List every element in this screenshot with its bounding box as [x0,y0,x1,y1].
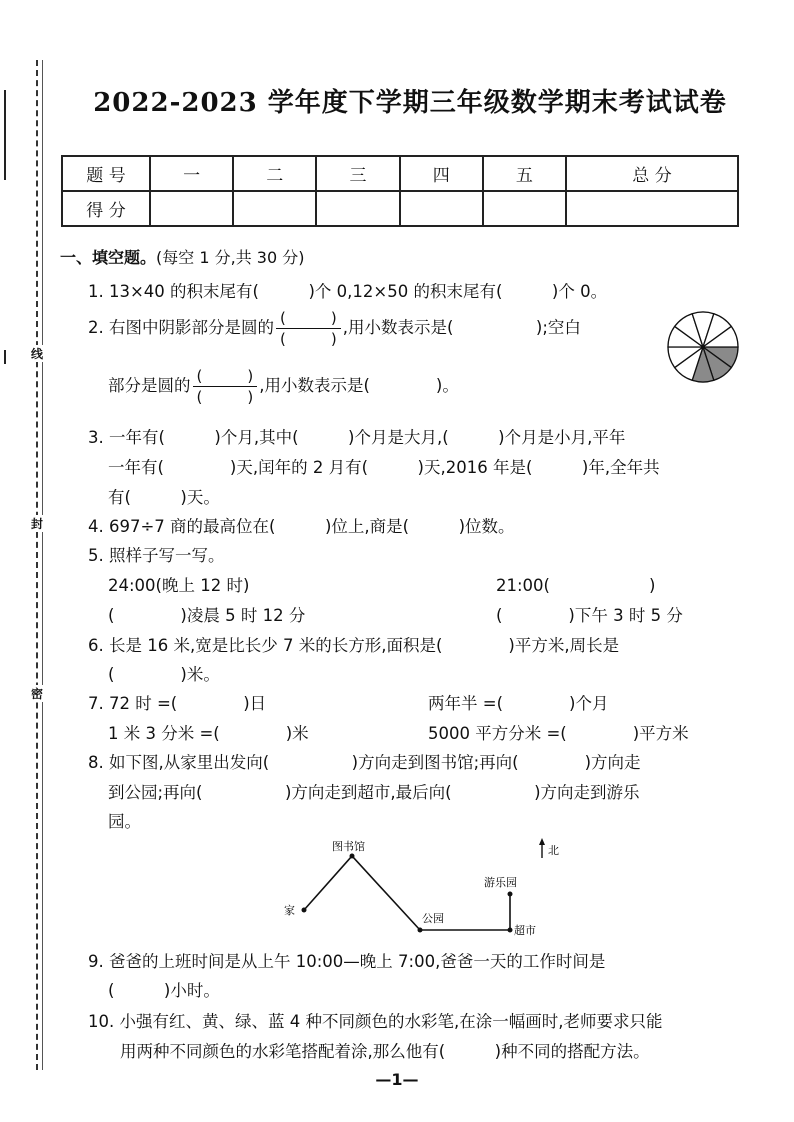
score-table-cell: 五 [483,156,566,191]
library-point [350,854,355,859]
q2-text-a: 2. 右图中阴影部分是圆的 [88,318,274,337]
question-8-line-3: 园。 [108,812,141,831]
question-7-item-a: 7. 72 时 =( )日 [88,694,267,713]
question-9-line-1: 9. 爸爸的上班时间是从上午 10:00—晚上 7:00,爸爸一天的工作时间是 [88,952,606,971]
label-library: 图书馆 [332,840,365,853]
binding-line [36,60,38,1070]
score-table-cell: 总 分 [566,156,738,191]
label-park: 公园 [422,912,444,925]
q2-text-b: ,用小数表示是( );空白 [342,318,581,337]
q2-text-c: 部分是圆的 [108,376,191,395]
score-table-cell: 一 [150,156,233,191]
page-number: —1— [375,1070,419,1089]
question-6-line-2: ( )米。 [108,665,220,684]
fraction-numerator: ( ) [276,308,341,329]
question-5-example: 24:00(晚上 12 时) [108,576,250,595]
fraction-denominator: ( ) [196,388,254,406]
binding-label-feng: 封 [30,517,43,531]
question-2-line-1 [88,308,581,349]
score-table-score-row [62,191,738,226]
score-blank[interactable] [400,191,483,226]
pie-figure [664,308,742,386]
question-7-item-c: 1 米 3 分米 =( )米 [108,724,309,743]
north-arrow-head-icon [539,838,545,845]
score-table-cell: 二 [233,156,316,191]
question-5-item-b: 21:00( ) [496,576,656,595]
home-point [302,908,307,913]
question-7-item-d: 5000 平方分米 =( )平方米 [428,724,689,743]
section-note: (每空 1 分,共 30 分) [156,248,305,267]
park-point [418,928,423,933]
score-blank[interactable] [150,191,233,226]
label-market: 超市 [514,924,536,937]
score-table-cell: 题 号 [62,156,150,191]
score-blank[interactable] [566,191,738,226]
binding-label-mi: 密 [30,687,43,701]
question-7-item-b: 两年半 =( )个月 [428,694,609,713]
score-table-cell: 得 分 [62,191,150,226]
section-title: 一、填空题。 [60,248,157,267]
fraction [276,308,341,349]
label-amusement: 游乐园 [484,876,517,889]
question-3-line-1: 3. 一年有( )个月,其中( )个月是大月,( )个月是小月,平年 [88,428,626,447]
q2-text-d: ,用小数表示是( )。 [259,376,459,395]
question-9-line-2: ( )小时。 [108,981,220,1000]
fraction [193,366,258,407]
edge-mark [4,350,6,364]
question-4: 4. 697÷7 商的最高位在( )位上,商是( )位数。 [88,517,515,536]
label-north: 北 [548,844,559,857]
section-heading [60,245,304,268]
edge-mark [4,90,6,180]
pie-slices [668,312,738,382]
score-blank[interactable] [316,191,399,226]
question-5-heading: 5. 照样子写一写。 [88,546,225,565]
question-8-line-2: 到公园;再向( )方向走到超市,最后向( )方向走到游乐 [108,783,640,802]
question-8-line-1: 8. 如下图,从家里出发向( )方向走到图书馆;再向( )方向走 [88,753,641,772]
question-10-line-2: 用两种不同颜色的水彩笔搭配着涂,那么他有( )种不同的搭配方法。 [120,1042,650,1061]
fraction-numerator: ( ) [193,366,258,387]
question-5-item-c: ( )凌晨 5 时 12 分 [108,606,306,625]
amusement-point [508,892,513,897]
question-3-line-3: 有( )天。 [108,488,220,507]
fraction-denominator: ( ) [280,330,337,348]
question-6-line-1: 6. 长是 16 米,宽是比长少 7 米的长方形,面积是( )平方米,周长是 [88,636,620,655]
question-10-line-1: 10. 小强有红、黄、绿、蓝 4 种不同颜色的水彩笔,在涂一幅画时,老师要求只能 [88,1012,663,1031]
market-point [508,928,513,933]
score-blank[interactable] [483,191,566,226]
question-2-line-2 [108,366,459,407]
score-blank[interactable] [233,191,316,226]
score-table [61,155,739,227]
question-1: 1. 13×40 的积末尾有( )个 0,12×50 的积末尾有( )个 0。 [88,282,608,301]
score-table-header-row [62,156,738,191]
score-table-cell: 三 [316,156,399,191]
page-title: 2022-2023 学年度下学期三年级数学期末考试试卷 [93,88,727,118]
binding-label-xian: 线 [30,347,43,361]
score-table-cell: 四 [400,156,483,191]
question-5-item-d: ( )下午 3 时 5 分 [496,606,683,625]
direction-map [270,830,590,940]
question-3-line-2: 一年有( )天,闰年的 2 月有( )天,2016 年是( )年,全年共 [108,458,660,477]
route-path [304,856,510,930]
binding-line-solid [42,60,43,1070]
label-home: 家 [284,904,295,917]
